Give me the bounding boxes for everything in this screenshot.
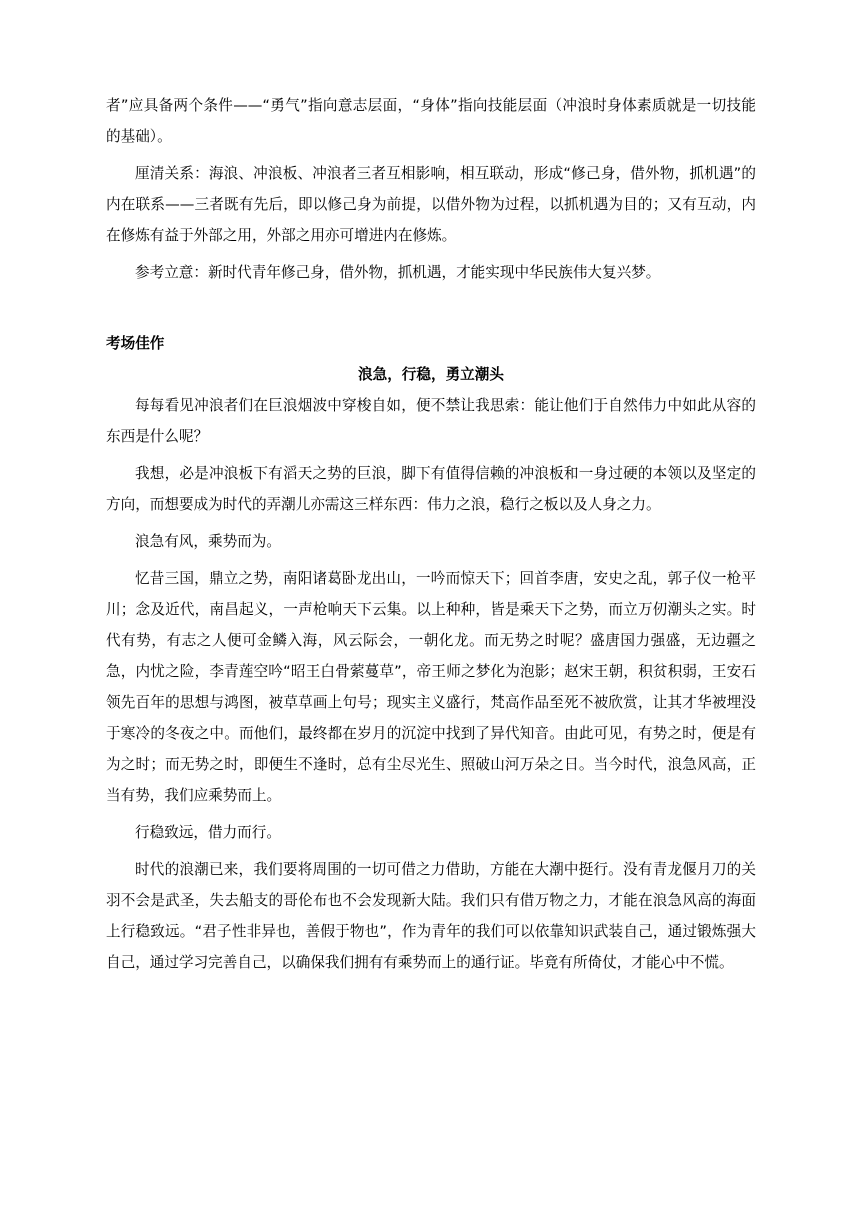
essay-paragraph: 每每看见冲浪者们在巨浪烟波中穿梭自如，便不禁让我思索：能让他们于自然伟力中如此从容的东西是什么呢？ (106, 397, 756, 445)
essay-subheading: 行稳致远，借力而行。 (135, 824, 281, 841)
intro-paragraph-continuation: 者”应具备两个条件——“勇气”指向意志层面，“身体”指向技能层面（冲浪时身体素质就是一切技能的基础）。 (106, 97, 756, 145)
section-heading: 考场佳作 (106, 335, 165, 352)
essay-subheading: 浪急有风，乘势而为。 (135, 533, 281, 550)
essay-title: 浪急，行稳，勇立潮头 (358, 366, 504, 383)
intro-paragraph-relationship: 厘清关系：海浪、冲浪板、冲浪者三者互相影响，相互联动，形成“修己身，借外物，抓机遇”的内在联系——三者既有先后，即以修己身为前提，以借外物为过程，以抓机遇为目的；又有互动，内在修炼有益于外部之用，外部之用亦可增进内在修炼。 (106, 165, 756, 244)
document-page (106, 90, 756, 984)
essay-paragraph: 我想，必是冲浪板下有滔天之势的巨浪，脚下有值得信赖的冲浪板和一身过硬的本领以及坚定的方向，而想要成为时代的弄潮儿亦需这三样东西：伟力之浪，稳行之板以及人身之力。 (106, 465, 756, 513)
essay-paragraph: 时代的浪潮已来，我们要将周围的一切可借之力借助，方能在大潮中挺行。没有青龙偃月刀的关羽不会是武圣，失去船支的哥伦布也不会发现新大陆。我们只有借万物之力，才能在浪急风高的海面上行稳致远。“君子性非异也，善假于物也”，作为青年的我们可以依靠知识武装自己，通过锻炼强大自己，通过学习完善自己，以确保我们拥有有乘势而上的通行证。毕竟有所倚仗，才能心中不慌。 (106, 861, 756, 971)
essay-paragraph: 忆昔三国，鼎立之势，南阳诸葛卧龙出山，一吟而惊天下；回首李唐，安史之乱，郭子仪一枪平川；念及近代，南昌起义，一声枪响天下云集。以上种种，皆是乘天下之势，而立万仞潮头之实。时代有势，有志之人便可金鳞入海，风云际会，一朝化龙。而无势之时呢？盛唐国力强盛，无边疆之急，内忧之险，李青莲空吟“昭王白骨萦蔓草”，帝王师之梦化为泡影；赵宋王朝，积贫积弱，王安石领先百年的思想与鸿图，被草草画上句号；现实主义盛行，梵高作品至死不被欣赏，让其才华被埋没于寒冷的冬夜之中。而他们，最终都在岁月的沉淀中找到了异代知音。由此可见，有势之时，便是有为之时；而无势之时，即便生不逢时，总有尘尽光生、照破山河万朵之日。当今时代，浪急风高，正当有势，我们应乘势而上。 (106, 570, 756, 804)
intro-paragraph-reference-idea: 参考立意：新时代青年修己身，借外物，抓机遇，才能实现中华民族伟大复兴梦。 (135, 264, 661, 281)
section-spacer (106, 294, 756, 328)
